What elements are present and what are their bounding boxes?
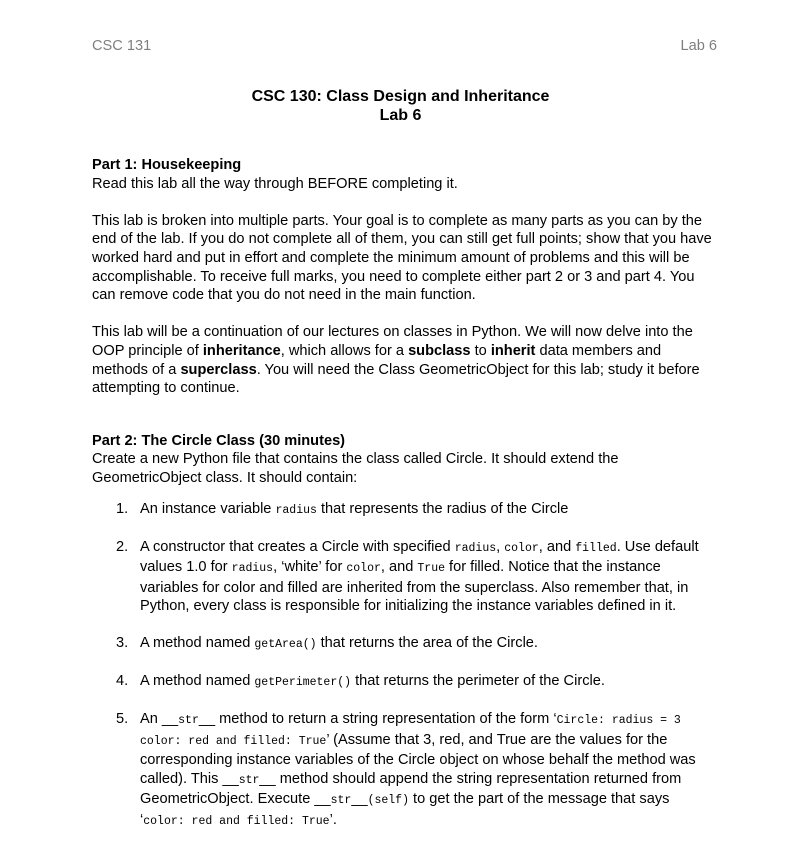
part2-section — [92, 432, 717, 832]
list-item: 1. An instance variable radius that represents the radius of the Circle — [116, 500, 569, 517]
part1-heading: Part 1: Housekeeping — [92, 157, 242, 173]
header-lab: Lab 6 — [680, 38, 717, 54]
header-course: CSC 131 — [92, 38, 152, 54]
title-line-2: Lab 6 — [379, 107, 422, 124]
list-item: 5. An __str__ method to return a string representation of the form ‘Circle: radius = 3 color: red and filled: True’ (Assume that 3, red, and True are the values for the corresponding instance variables of the Circle object on whose behalf the method was called). This __str__ method should append the string representation returned from GeometricObject. Execute __str__(self) to get the part of the message that says ‘color: red and filled: True’. — [116, 711, 696, 828]
document-title — [0, 87, 801, 125]
list-item: 2. A constructor that creates a Circle with specified radius, color, and filled. Use default values 1.0 for radius, ‘white’ for color, and True for filled. Notice that the instance variables for color and filled are inherited from the superclass. Also remember that, in Python, every class is responsible for initializing the instance variables defined in it. — [116, 538, 699, 615]
requirements-list — [92, 500, 717, 832]
part1-paragraph-2: This lab will be a continuation of our lectures on classes in Python. We will now delve into the OOP principle of inheritance, which allows for a subclass to inherit data members and methods of a superclass. You will need the Class GeometricObject for this lab; study it before attempting to continue. — [92, 324, 700, 397]
list-item: 4. A method named getPerimeter() that returns the perimeter of the Circle. — [116, 672, 605, 689]
part1-paragraph-1: This lab is broken into multiple parts. Your goal is to complete as many parts as you can by the end of the lab. If you do not complete all of them, you can still get full points; show that you have worked hard and put in effort and complete the minimum amount of problems and this will be accomplishable. To receive full marks, you need to complete either part 2 or 3 and part 4. You can remove code that you do not need in the main function. — [92, 212, 712, 304]
list-item: 3. A method named getArea() that returns the area of the Circle. — [116, 634, 538, 651]
part2-heading: Part 2: The Circle Class (30 minutes) — [92, 432, 346, 449]
part1-section — [92, 156, 717, 398]
title-line-1: CSC 130: Class Design and Inheritance — [251, 88, 550, 105]
part2-intro: Create a new Python file that contains the class called Circle. It should extend the GeometricObject class. It should contain: — [92, 451, 619, 486]
part1-intro: Read this lab all the way through BEFORE completing it. — [92, 175, 458, 192]
document-body — [92, 156, 717, 849]
